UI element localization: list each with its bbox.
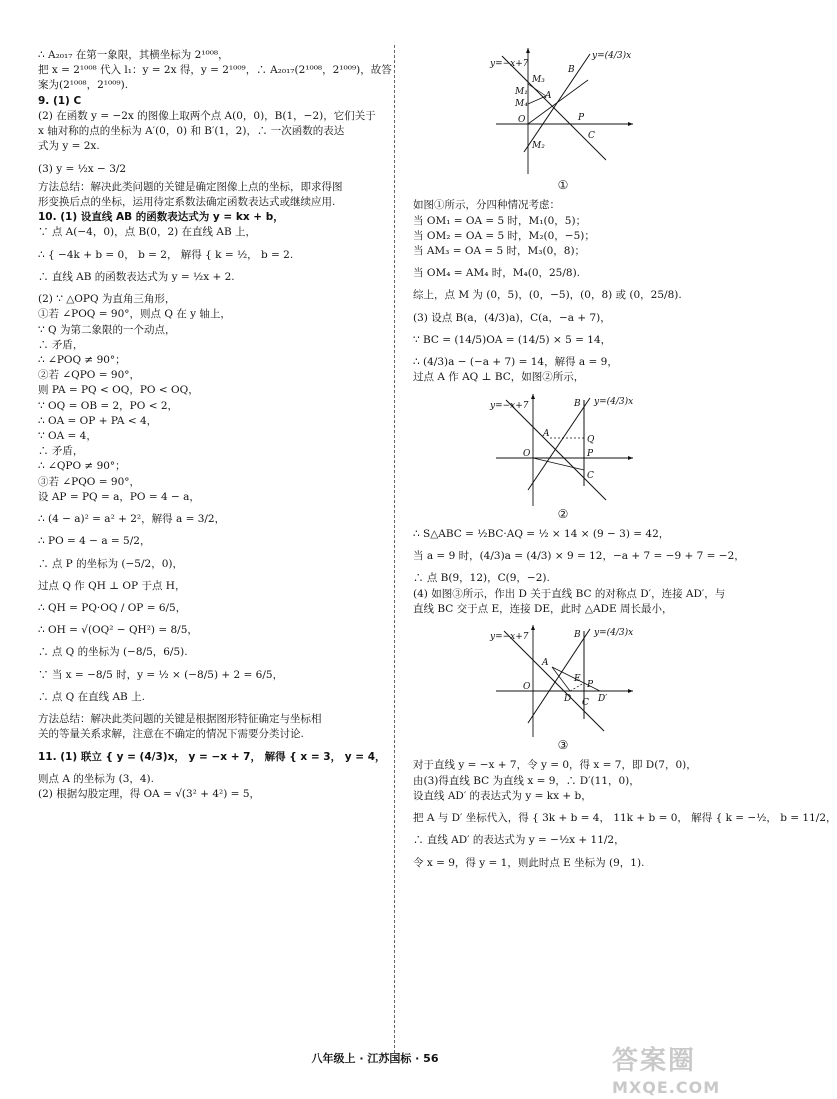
watermark-cn: 答案圈 bbox=[612, 1046, 697, 1076]
question-11: 11. (1) 联立 { y = (4/3)x， y = −x + 7， 解得 { x = 3， y = 4， bbox=[38, 750, 386, 763]
fig1-point-A: A bbox=[545, 91, 552, 101]
text-line: 当 a = 9 时，(4/3)a = (4/3) × 9 = 12，−a + 7 = −9 + 7 = −2， bbox=[413, 550, 745, 563]
fig2-caption: ② bbox=[557, 506, 569, 521]
text-line: ∵ OQ = OB = 2，PO < 2， bbox=[38, 399, 179, 412]
fig1-point-P: P bbox=[578, 113, 585, 123]
text-line: 如图①所示，分四种情况考虑： bbox=[413, 199, 560, 212]
text-line: (4) 如图③所示，作出 D 关于直线 BC 的对称点 D′，连接 AD′，与 bbox=[413, 587, 726, 600]
text-line: 式为 y = 2x. bbox=[38, 140, 100, 153]
question-10: 10. (1) 设直线 AB 的函数表达式为 y = kx + b， bbox=[38, 211, 284, 224]
text-line: 过点 Q 作 QH ⊥ OP 于点 H， bbox=[38, 579, 186, 592]
text-line: 当 OM₁ = OA = 5 时，M₁(0，5)； bbox=[413, 214, 587, 227]
text-line: 当 OM₄ = AM₄ 时，M₄(0，25/8). bbox=[413, 267, 581, 280]
fig2-point-C: C bbox=[587, 470, 594, 481]
text-line: 综上，点 M 为 (0，5)，(0，−5)，(0，8) 或 (0，25/8). bbox=[413, 289, 682, 302]
fig3-point-B: B bbox=[574, 630, 581, 641]
text-line: ∴ (4/3)a − (−a + 7) = 14，解得 a = 9， bbox=[413, 356, 618, 369]
fig1-point-C: C bbox=[588, 131, 595, 141]
text-line: ∵ OA = 4， bbox=[38, 430, 97, 443]
text-line: ∴ S△ABC = ½BC·AQ = ½ × 14 × (9 − 3) = 42， bbox=[413, 527, 670, 540]
text-line: ∴ ∠QPO ≠ 90°； bbox=[38, 460, 126, 473]
figure-1 bbox=[488, 44, 638, 179]
text-line: ∴ 矛盾， bbox=[38, 338, 84, 351]
text-line: 过点 A 作 AQ ⊥ BC，如图②所示， bbox=[413, 371, 585, 384]
fig1-point-M2: M₂ bbox=[532, 141, 545, 151]
fig1-line1-label: y=−x+7 bbox=[490, 59, 529, 69]
fig3-line2-label: y=(4/3)x bbox=[594, 628, 634, 639]
fig1-point-B: B bbox=[568, 65, 575, 75]
watermark-logo bbox=[612, 1046, 742, 1099]
text-line: (3) y = ½x − 3/2 bbox=[38, 162, 127, 175]
text-line: ③若 ∠PQO = 90°， bbox=[38, 475, 141, 488]
fig1-point-O: O bbox=[518, 115, 526, 125]
fig1-caption: ① bbox=[557, 178, 569, 192]
fig2-point-B: B bbox=[574, 398, 581, 409]
text-line: (2) ∵ △OPQ 为直角三角形， bbox=[38, 293, 176, 306]
text-line: ∴ 点 Q 在直线 AB 上. bbox=[38, 690, 145, 703]
text-line: 由(3)得直线 BC 为直线 x = 9，∴ D′(11，0)， bbox=[413, 774, 640, 787]
equation-system: 把 A 与 D′ 坐标代入，得 { 3k + b = 4， 11k + b = 0， 解得 { k = −½， b = 11/2， bbox=[413, 812, 837, 825]
text-line: (2) 在函数 y = −2x 的图像上取两个点 A(0，0)，B(1，−2)，它们关于 bbox=[38, 109, 376, 122]
text-line: ②若 ∠QPO = 90°， bbox=[38, 369, 141, 382]
fig3-point-A: A bbox=[542, 658, 549, 669]
fig2-line1-label: y=−x+7 bbox=[490, 400, 529, 411]
text-line: (2) 根据勾股定理，得 OA = √(3² + 4²) = 5， bbox=[38, 787, 261, 800]
text-line: ∴ OA = OP + PA < 4， bbox=[38, 414, 158, 427]
left-column bbox=[38, 48, 392, 802]
text-line: ∴ (4 − a)² = a² + 2²，解得 a = 3/2， bbox=[38, 513, 226, 526]
text-line: x 轴对称的点的坐标为 A′(0，0) 和 B′(1，2)，∴ 一次函数的表达 bbox=[38, 125, 345, 138]
text-line: ①若 ∠POQ = 90°，则点 Q 在 y 轴上， bbox=[38, 308, 231, 321]
text-line: ∴ ∠POQ ≠ 90°； bbox=[38, 353, 126, 366]
text-line: 设直线 AD′ 的表达式为 y = kx + b， bbox=[413, 789, 592, 802]
equation-system: ∴ { −4k + b = 0， b = 2， 解得 { k = ½， b = 2. bbox=[38, 248, 294, 261]
fig2-point-Q: Q bbox=[587, 434, 595, 445]
text-line: ∴ 直线 AB 的函数表达式为 y = ½x + 2. bbox=[38, 270, 235, 283]
fig1-point-M3: M₃ bbox=[532, 75, 545, 85]
text-line: ∵ 当 x = −8/5 时，y = ½ × (−8/5) + 2 = 6/5， bbox=[38, 668, 284, 681]
text-line: ∴ PO = 4 − a = 5/2， bbox=[38, 535, 151, 548]
right-column bbox=[413, 40, 837, 871]
fig1-line2-label: y=(4/3)x bbox=[592, 51, 632, 61]
fig3-point-D: D bbox=[564, 694, 572, 705]
text-line: ∴ 点 Q 的坐标为 (−8/5，6/5). bbox=[38, 646, 188, 659]
fig1-point-M1: M₁ bbox=[515, 87, 528, 97]
fig3-point-C: C bbox=[582, 698, 589, 709]
method-summary: 关的等量关系求解，注意在不确定的情况下需要分类讨论. bbox=[38, 728, 304, 741]
text-line: 则 PA = PQ < OQ，PO < OQ， bbox=[38, 384, 199, 397]
text-line: ∴ 点 B(9，12)，C(9，−2). bbox=[413, 572, 550, 585]
fig3-point-E: E bbox=[574, 674, 581, 685]
text-line: 令 x = 9，得 y = 1，则此时点 E 坐标为 (9，1). bbox=[413, 856, 645, 869]
fig3-point-P: P bbox=[587, 680, 594, 691]
text-line: 当 AM₃ = OA = 5 时，M₃(0，8)； bbox=[413, 245, 586, 258]
text-line: 直线 BC 交于点 E，连接 DE，此时 △ADE 周长最小， bbox=[413, 602, 673, 615]
method-summary: 方法总结：解决此类问题的关键是确定图像上点的坐标，即求得图 bbox=[38, 180, 343, 193]
text-line: ∵ 点 A(−4，0)，点 B(0，2) 在直线 AB 上， bbox=[38, 226, 257, 239]
text-line: 则点 A 的坐标为 (3，4). bbox=[38, 772, 154, 785]
text-line: ∴ 直线 AD′ 的表达式为 y = −½x + 11/2， bbox=[413, 834, 625, 847]
method-summary: 形变换后点的坐标，运用待定系数法确定函数表达式或继续应用. bbox=[38, 195, 336, 208]
page-footer: 八年级上 · 江苏国标 · 56 bbox=[311, 1052, 439, 1065]
text-line: 案为(2¹⁰⁰⁸，2¹⁰⁰⁹). bbox=[38, 79, 129, 92]
text-line: ∴ OH = √(OQ² − QH²) = 8/5， bbox=[38, 624, 198, 637]
text-line: ∴ 点 P 的坐标为 (−5/2，0)， bbox=[38, 557, 183, 570]
text-line: ∴ 矛盾， bbox=[38, 445, 84, 458]
fig3-line1-label: y=−x+7 bbox=[490, 632, 529, 643]
figure-2 bbox=[488, 390, 638, 508]
fig2-point-O: O bbox=[523, 448, 531, 459]
fig3-point-Dprime: D′ bbox=[598, 694, 608, 705]
text-line: ∴ QH = PQ·OQ / OP = 6/5， bbox=[38, 602, 187, 614]
text-line: 对于直线 y = −x + 7，令 y = 0，得 x = 7，即 D(7，0)， bbox=[413, 759, 697, 772]
text-line: 把 x = 2¹⁰⁰⁸ 代入 l₁：y = 2x 得，y = 2¹⁰⁰⁹，∴ A₂₀₁₇(2¹⁰⁰⁸，2¹⁰⁰⁹)，故答 bbox=[38, 64, 392, 77]
text-line: ∴ A₂₀₁₇ 在第一象限，其横坐标为 2¹⁰⁰⁸， bbox=[38, 49, 229, 61]
figure-3 bbox=[488, 621, 638, 739]
watermark-en: MXQE.COM bbox=[612, 1078, 721, 1097]
fig3-caption: ③ bbox=[557, 738, 569, 753]
text-line: (3) 设点 B(a，(4/3)a)，C(a，−a + 7)， bbox=[413, 311, 611, 324]
column-divider bbox=[394, 45, 395, 1053]
text-line: ∵ Q 为第二象限的一个动点， bbox=[38, 323, 176, 336]
fig2-line2-label: y=(4/3)x bbox=[594, 396, 634, 407]
text-line: 当 OM₂ = OA = 5 时，M₂(0，−5)； bbox=[413, 229, 595, 242]
fig2-point-A: A bbox=[543, 428, 550, 439]
text-line: 设 AP = PQ = a，PO = 4 − a， bbox=[38, 490, 200, 503]
method-summary: 方法总结：解决此类问题的关键是根据图形特征确定与坐标相 bbox=[38, 713, 322, 726]
fig3-point-O: O bbox=[523, 682, 531, 693]
question-9: 9. (1) C bbox=[38, 94, 82, 107]
fig2-point-P: P bbox=[587, 448, 594, 459]
fig1-point-M4: M₄ bbox=[515, 99, 528, 109]
text-line: ∵ BC = (14/5)OA = (14/5) × 5 = 14， bbox=[413, 333, 612, 346]
